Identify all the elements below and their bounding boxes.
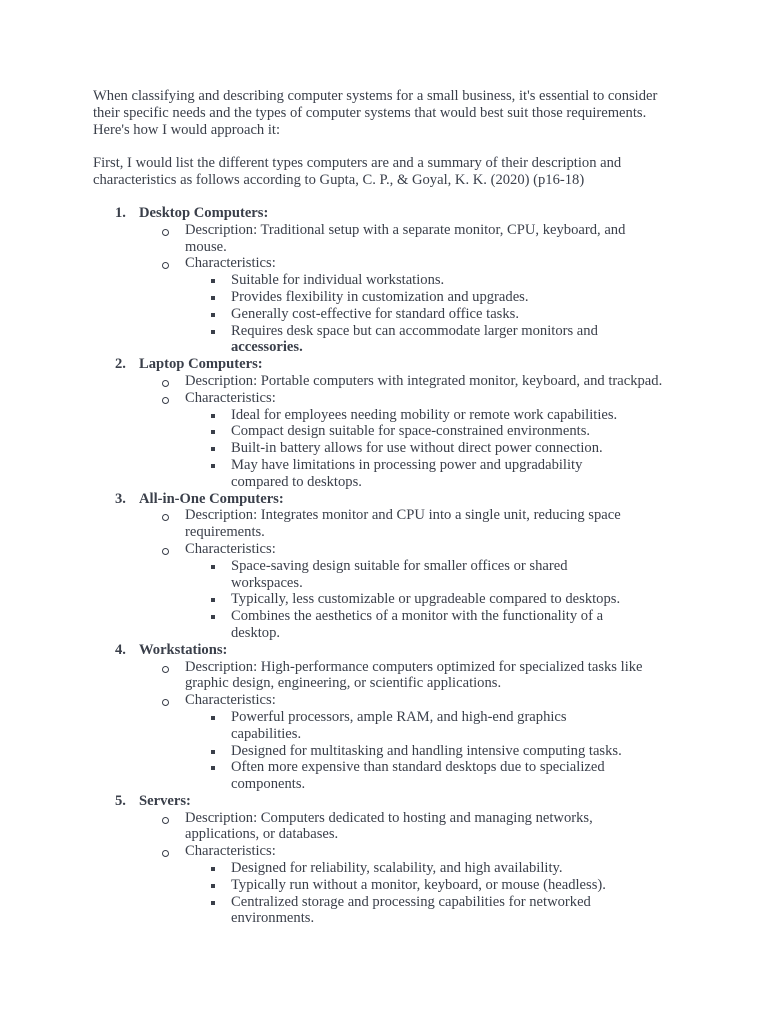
characteristic-item (185, 591, 631, 608)
list-number: 1. (115, 205, 126, 221)
circle-bullet-icon (162, 380, 169, 387)
list-number: 4. (115, 641, 126, 658)
description-text: Description: High-performance computers optimized for specialized tasks like graphic design, engineering, or scientific applications. (185, 658, 643, 692)
characteristic-item (185, 323, 631, 357)
characteristic-text: May have limitations in processing power and upgradability compared to desktops. (231, 456, 583, 490)
list-item-type (93, 356, 678, 490)
characteristic-item (185, 743, 631, 760)
circle-bullet-icon (162, 229, 169, 236)
square-bullet-icon (211, 750, 215, 754)
square-bullet-icon (211, 901, 215, 905)
circle-bullet-icon (162, 262, 169, 269)
characteristic-text: Ideal for employees needing mobility or remote work capabilities. (231, 406, 618, 423)
circle-bullet-icon (162, 397, 169, 404)
lead-paragraph: First, I would list the different types computers are and a summary of their description and characteristics as follows according to Gupta, C. P., & Goyal, K. K. (2020) (p16-18) (93, 155, 622, 188)
list-number: 3. (115, 490, 126, 507)
characteristic-item (185, 877, 631, 894)
characteristics-label: Characteristics: (185, 692, 276, 709)
list-number: 2. (115, 356, 126, 373)
circle-bullet-icon (162, 850, 169, 857)
characteristic-item (185, 289, 631, 306)
characteristic-item (185, 558, 631, 592)
description-text: Description: Portable computers with integrated monitor, keyboard, and trackpad. (185, 372, 663, 389)
characteristic-text: Powerful processors, ample RAM, and high-end graphics capabilities. (231, 708, 567, 742)
description-text: Description: Traditional setup with a separate monitor, CPU, keyboard, and mouse. (185, 221, 626, 255)
characteristic-item (185, 608, 631, 642)
type-title: Desktop Computers: (139, 205, 269, 221)
characteristics-item (139, 541, 678, 642)
characteristics-item (139, 692, 678, 793)
description-item (139, 659, 678, 693)
characteristic-item (185, 423, 631, 440)
intro-paragraph: When classifying and describing computer systems for a small business, it's essential to consider their specific needs and the types of computer systems that would best suit those requirements. Here's how I would approach it: (93, 88, 658, 138)
type-details-list (139, 810, 678, 928)
square-bullet-icon (211, 565, 215, 569)
characteristics-item (139, 390, 678, 491)
square-bullet-icon (211, 296, 215, 300)
characteristic-text: Often more expensive than standard desktops due to specialized components. (231, 759, 605, 793)
characteristics-label: Characteristics: (185, 389, 276, 406)
list-item-type (93, 491, 678, 642)
characteristic-text: Generally cost-effective for standard office tasks. (231, 305, 519, 322)
square-bullet-icon (211, 447, 215, 451)
square-bullet-icon (211, 330, 215, 334)
characteristic-item (185, 306, 631, 323)
description-item (139, 373, 678, 390)
characteristic-bold-tail: accessories. (231, 339, 303, 356)
type-details-list (139, 659, 678, 793)
type-title: Laptop Computers: (139, 356, 263, 373)
characteristic-item (185, 407, 631, 424)
characteristic-text: Designed for reliability, scalability, and high availability. (231, 860, 563, 877)
type-details-list (139, 507, 678, 641)
square-bullet-icon (211, 598, 215, 602)
characteristic-item (185, 440, 631, 457)
circle-bullet-icon (162, 548, 169, 555)
square-bullet-icon (211, 615, 215, 619)
characteristic-text: Compact design suitable for space-constrained environments. (231, 423, 591, 440)
characteristics-list (185, 709, 678, 793)
characteristic-item (185, 272, 631, 289)
type-title: Servers: (139, 792, 191, 809)
description-item (139, 810, 678, 844)
list-item-type (93, 642, 678, 793)
circle-bullet-icon (162, 666, 169, 673)
characteristic-item (185, 894, 631, 928)
characteristic-text: Space-saving design suitable for smaller offices or shared workspaces. (231, 557, 568, 591)
characteristic-text: Typically, less customizable or upgradeable compared to desktops. (231, 591, 621, 608)
characteristics-list (185, 272, 678, 356)
characteristics-list (185, 860, 678, 927)
square-bullet-icon (211, 867, 215, 871)
circle-bullet-icon (162, 699, 169, 706)
square-bullet-icon (211, 313, 215, 317)
description-item (139, 222, 678, 256)
characteristics-list (185, 558, 678, 642)
characteristics-label: Characteristics: (185, 540, 276, 557)
square-bullet-icon (211, 766, 215, 770)
description-text: Description: Integrates monitor and CPU into a single unit, reducing space requirements. (185, 507, 621, 541)
square-bullet-icon (211, 716, 215, 720)
characteristics-item (139, 843, 678, 927)
square-bullet-icon (211, 279, 215, 283)
type-title: All-in-One Computers: (139, 490, 284, 507)
characteristics-label: Characteristics: (185, 843, 276, 860)
characteristic-text: Requires desk space but can accommodate larger monitors and (231, 322, 598, 339)
list-item-type (93, 205, 678, 356)
characteristic-item (185, 457, 631, 491)
characteristic-item (185, 860, 631, 877)
characteristic-text: Designed for multitasking and handling intensive computing tasks. (231, 742, 622, 759)
type-title: Workstations: (139, 641, 228, 658)
characteristic-text: Built-in battery allows for use without direct power connection. (231, 440, 603, 457)
characteristics-list (185, 407, 678, 491)
characteristics-item (139, 255, 678, 356)
characteristic-text: Suitable for individual workstations. (231, 272, 445, 289)
square-bullet-icon (211, 884, 215, 888)
description-text: Description: Computers dedicated to hosting and managing networks, applications, or databases. (185, 809, 593, 843)
characteristic-item (185, 759, 631, 793)
square-bullet-icon (211, 464, 215, 468)
characteristic-text: Provides flexibility in customization and upgrades. (231, 288, 529, 305)
description-item (139, 507, 678, 541)
characteristic-text: Typically run without a monitor, keyboard, or mouse (headless). (231, 876, 606, 893)
type-details-list (139, 222, 678, 356)
characteristic-text: Combines the aesthetics of a monitor with the functionality of a desktop. (231, 608, 604, 641)
type-details-list (139, 373, 678, 491)
list-item-type (93, 793, 678, 927)
square-bullet-icon (211, 430, 215, 434)
computer-types-list (93, 205, 678, 927)
list-number: 5. (115, 792, 126, 809)
characteristic-item (185, 709, 631, 743)
characteristic-text: Centralized storage and processing capabilities for networked environments. (231, 893, 591, 927)
circle-bullet-icon (162, 514, 169, 521)
square-bullet-icon (211, 414, 215, 418)
circle-bullet-icon (162, 817, 169, 824)
characteristics-label: Characteristics: (185, 255, 276, 272)
